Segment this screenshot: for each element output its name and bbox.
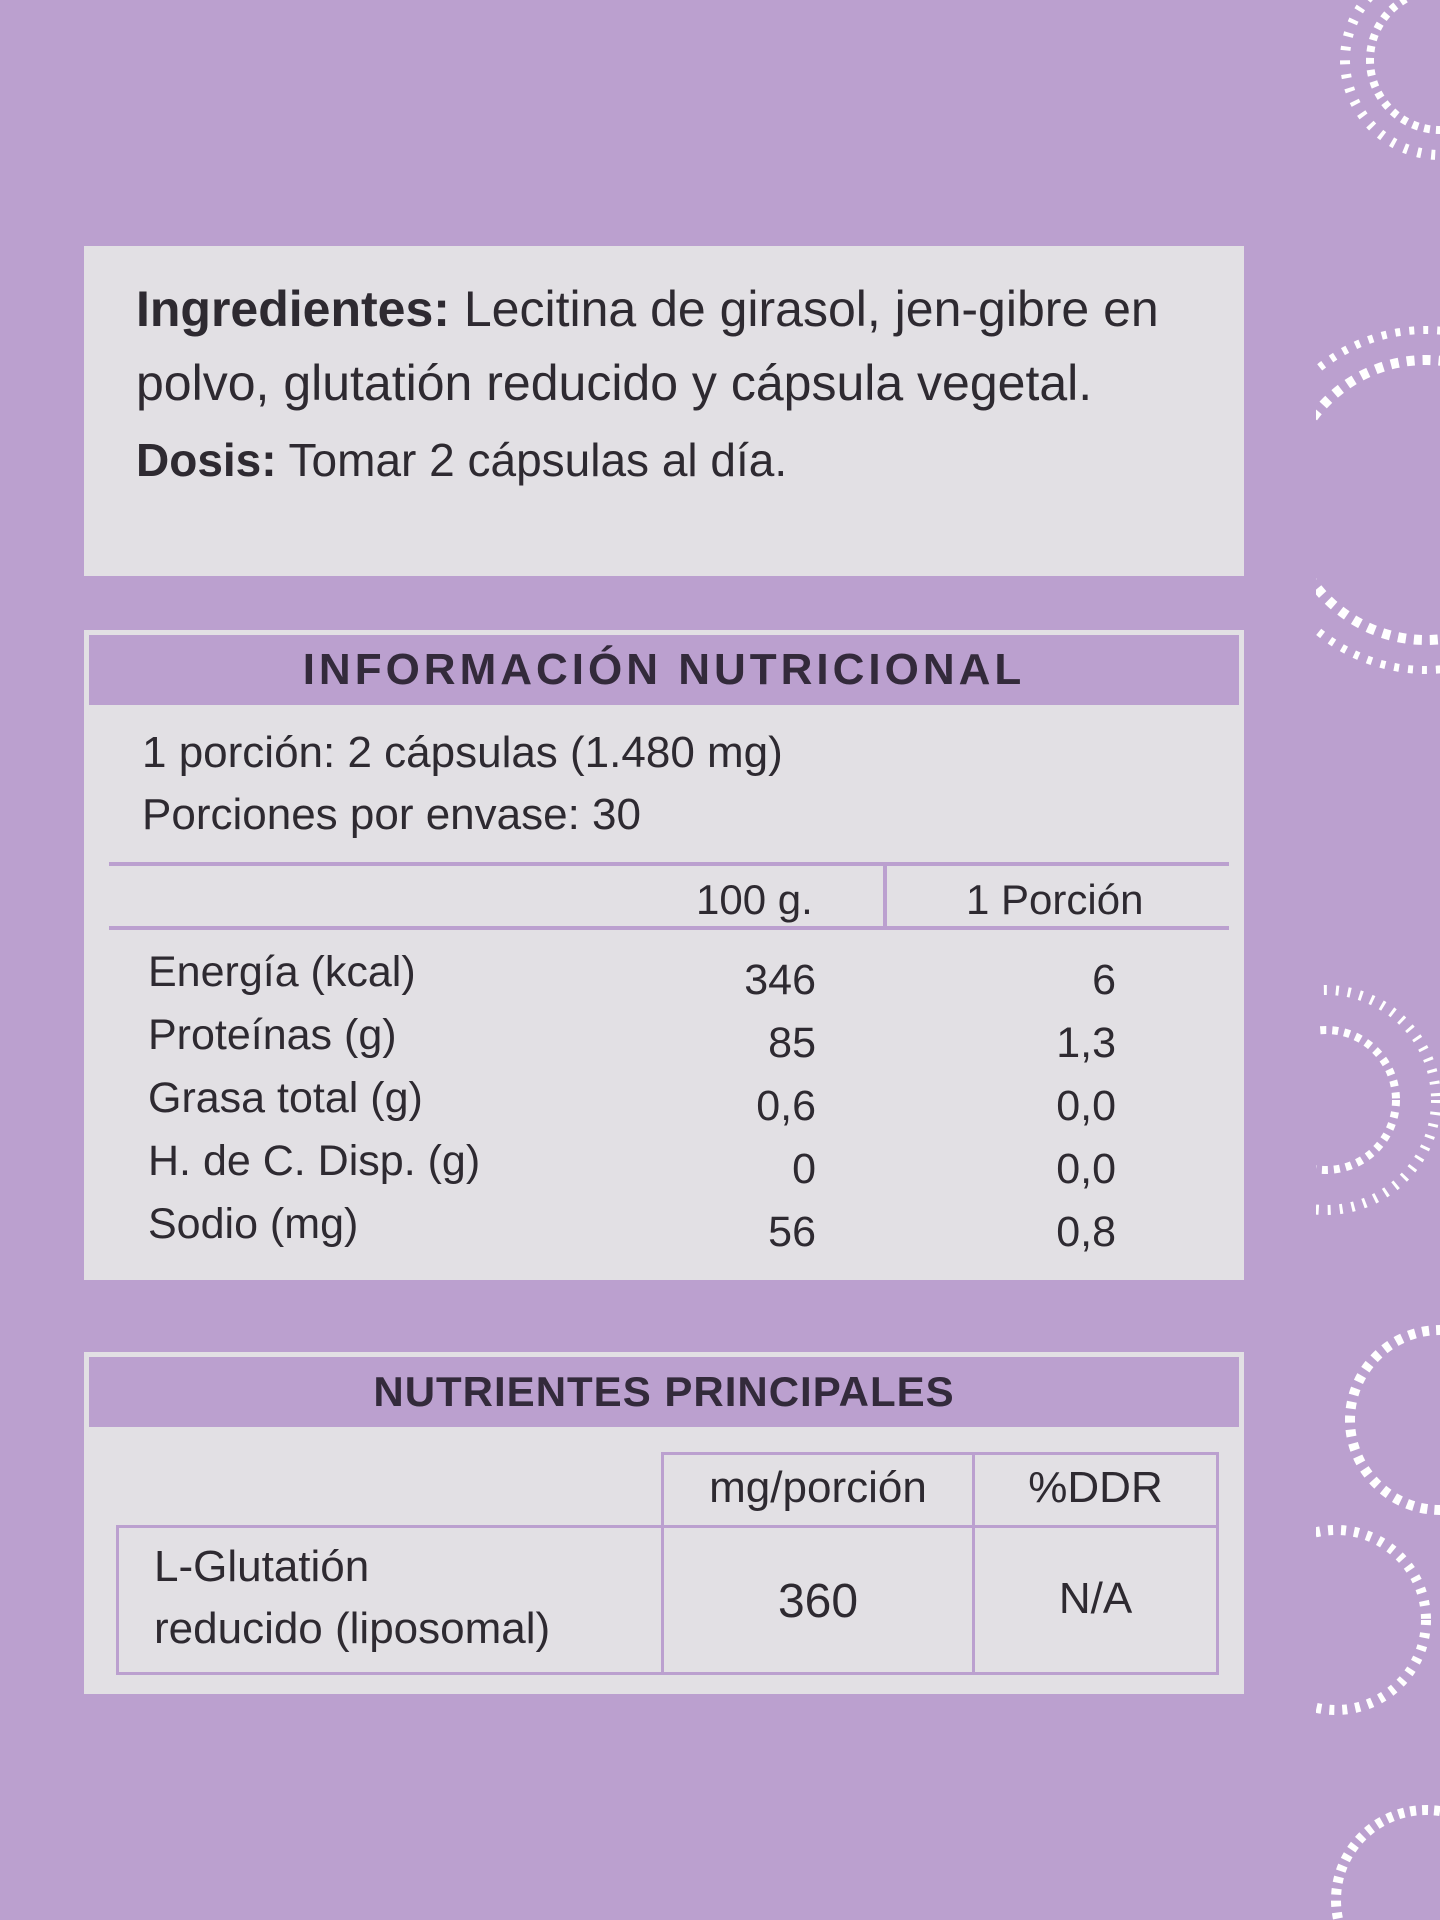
row-value-100g: 346	[744, 956, 816, 1004]
table-row	[84, 1011, 1244, 1073]
row-label: Energía (kcal)	[148, 948, 416, 996]
decorative-pattern	[1316, 0, 1440, 1920]
row-label: Proteínas (g)	[148, 1011, 397, 1059]
column-header-100g: 100 g.	[696, 876, 813, 923]
portion-size: 1 porción: 2 cápsulas (1.480 mg)	[142, 728, 783, 777]
divider	[109, 926, 1229, 930]
nutrient-name-line2: reducido (liposomal)	[154, 1604, 551, 1653]
column-header-portion: 1 Porción	[966, 876, 1144, 923]
column-divider	[883, 862, 887, 928]
row-value-portion: 0,0	[1056, 1082, 1116, 1130]
divider	[109, 862, 1229, 866]
row-value-portion: 0,0	[1056, 1145, 1116, 1193]
dose-text	[136, 430, 1244, 490]
row-value-100g: 0	[792, 1145, 816, 1193]
row-value-100g: 0,6	[756, 1082, 816, 1130]
table-row	[84, 1200, 1244, 1262]
column-header-mg: mg/porción	[709, 1463, 927, 1512]
ingredients-label: Ingredientes:	[136, 281, 450, 337]
principal-nutrients-title: NUTRIENTES PRINCIPALES	[89, 1357, 1239, 1427]
dose-label: Dosis:	[136, 434, 277, 486]
dose-value: Tomar 2 cápsulas al día.	[276, 434, 788, 486]
nutrient-ddr-value: N/A	[1058, 1574, 1133, 1623]
table-row	[84, 1074, 1244, 1136]
ingredients-list: Lecitina de girasol, jen-gibre en polvo, glutatión reducido y cápsula vegetal.	[136, 281, 1159, 411]
row-label: Sodio (mg)	[148, 1200, 359, 1248]
table-row	[84, 1137, 1244, 1199]
nutrient-name-line1: L-Glutatión	[154, 1542, 370, 1591]
principal-nutrients-panel	[84, 1352, 1244, 1694]
nutrition-panel	[84, 630, 1244, 1280]
column-header-ddr: %DDR	[1028, 1463, 1163, 1512]
row-value-100g: 85	[768, 1019, 816, 1067]
row-value-portion: 1,3	[1056, 1019, 1116, 1067]
row-value-portion: 6	[1092, 956, 1116, 1004]
servings-per-container: Porciones por envase: 30	[142, 790, 641, 839]
ingredients-text	[136, 272, 1216, 420]
row-label: H. de C. Disp. (g)	[148, 1137, 481, 1185]
nutrition-title: INFORMACIÓN NUTRICIONAL	[89, 635, 1239, 705]
ingredients-panel	[84, 246, 1244, 576]
row-value-100g: 56	[768, 1208, 816, 1256]
row-value-portion: 0,8	[1056, 1208, 1116, 1256]
row-label: Grasa total (g)	[148, 1074, 423, 1122]
table-row	[84, 948, 1244, 1010]
nutrient-mg-value: 360	[777, 1575, 859, 1628]
